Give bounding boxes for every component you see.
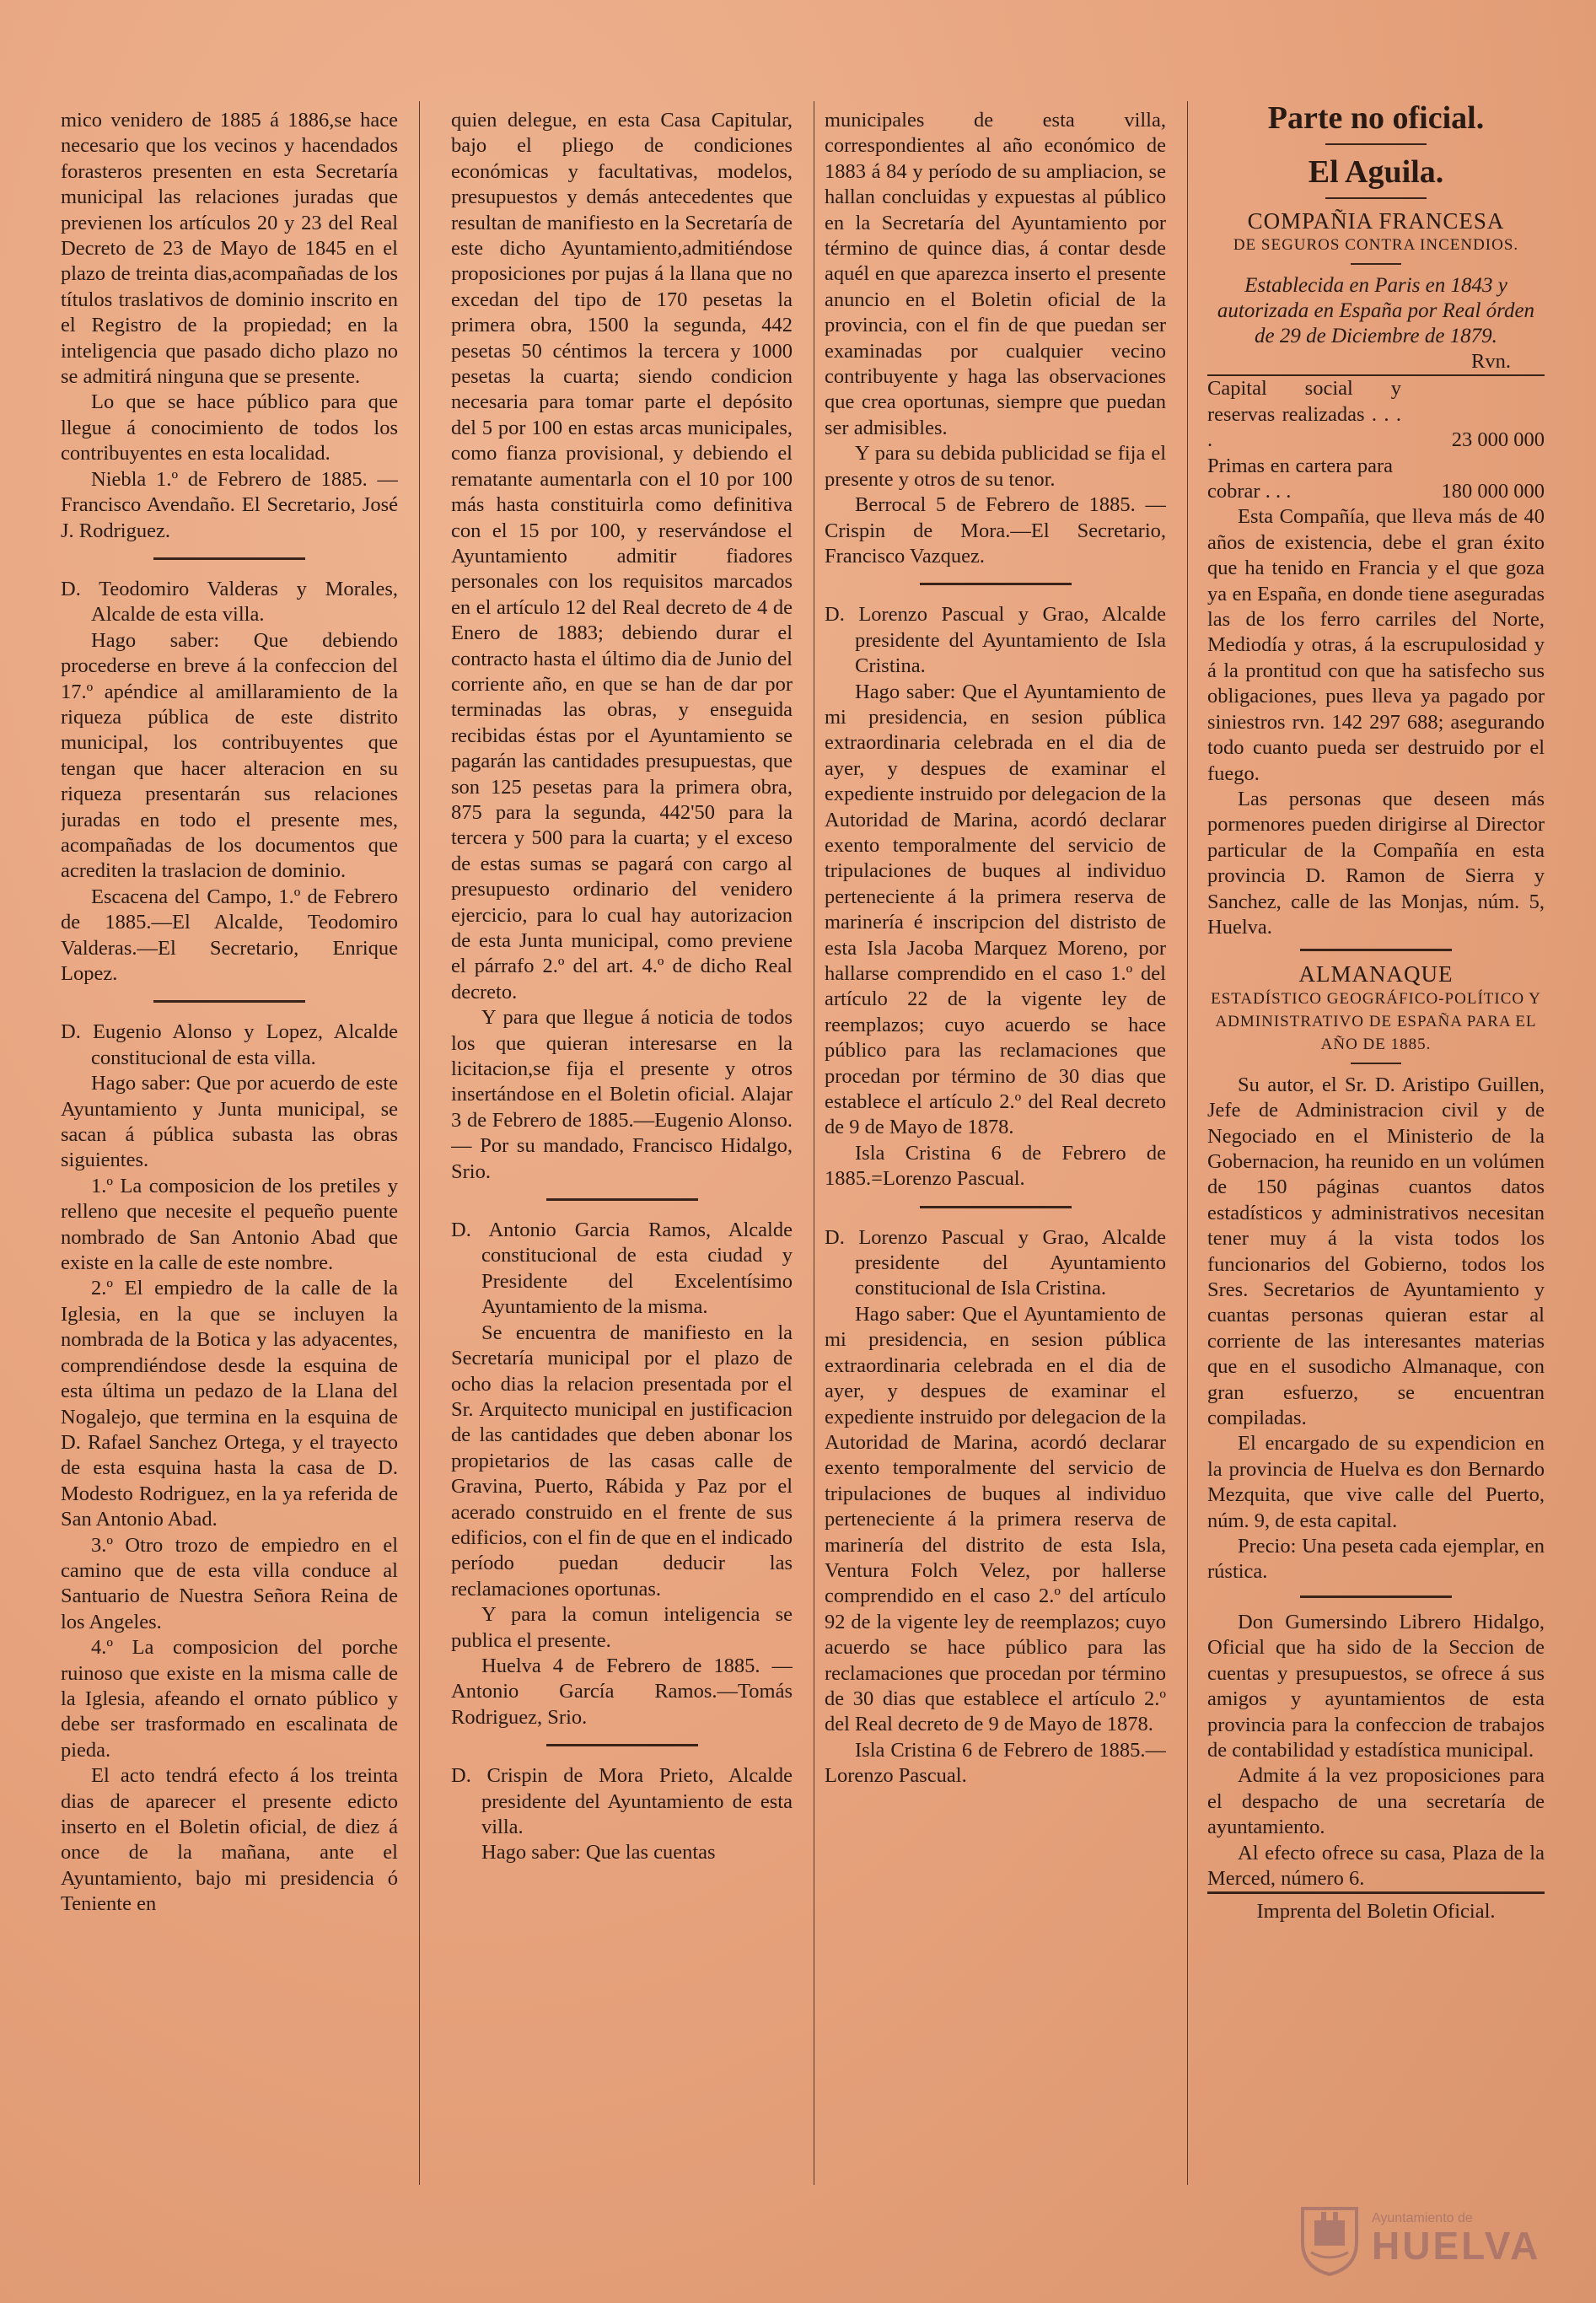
paragraph: 3.º Otro trozo de empiedro en el camino que de esta villa conduce al Santuario de Nuestra Señora Reina de los Angeles. [61, 1533, 398, 1633]
paragraph: mico venidero de 1885 á 1886,se hace necesario que los vecinos y hacendados forasteros presenten en esta Secretaría municipal las relaciones juradas que previenen los artículos 20 y 23 del Real Decreto de 23 de Mayo de 1845 en el plazo de treinta dias,acompañadas de los títulos traslativos de dominio inscrito en el Registro de la propiedad; en la inteligencia que pasado dicho plazo no se admitirá ninguna que se presente. [61, 109, 398, 389]
column-divider [419, 101, 420, 2185]
paragraph: Isla Cristina 6 de Febrero de 1885.=Lorenzo Pascual. [825, 1141, 1166, 1191]
paragraph: Escacena del Campo, 1.º de Febrero de 1885.—El Alcalde, Teodomiro Valderas.—El Secretario, Enrique Lopez. [61, 885, 398, 985]
primas-label: Primas en cartera para cobrar . . . [1207, 454, 1393, 503]
title-divider [1351, 263, 1401, 265]
almanac-title: ALMANAQUE [1298, 961, 1454, 987]
paragraph: Hago saber: Que las cuentas [481, 1841, 716, 1864]
advertisement-title: El Aguila. [1308, 154, 1444, 190]
paragraph: Y para la comun inteligencia se publica el presente. [451, 1603, 793, 1652]
watermark-line-2: HUELVA [1372, 2223, 1541, 2268]
section-divider [546, 1744, 698, 1746]
paragraph: Precio: Una peseta cada ejemplar, en rústica. [1207, 1535, 1545, 1584]
paragraph: Al efecto ofrece su casa, Plaza de la Merced, número 6. [1207, 1841, 1545, 1890]
title-divider [1325, 197, 1427, 199]
column-3 [825, 108, 1166, 2252]
paragraph: Admite á la vez proposiciones para el despacho de una secretaría de ayuntamiento. [1207, 1764, 1545, 1839]
paragraph: Se encuentra de manifiesto en la Secretaría municipal por el plazo de ocho dias la relacion presentada por el Sr. Arquitecto municipal en justificacion de las cantidades que deben abonar los propietarios de las casas calle de Gravina, Puerto, Rábida y Paz por el acerado construido en el frente de sus edificios, con el fin de que en el indicado período puedan deducir las reclamaciones oportunas. [451, 1321, 793, 1601]
capital-value: 23 000 000 [1451, 428, 1545, 452]
paragraph: 1.º La composicion de los pretiles y relleno que necesite el pequeño puente nombrado de San Antonio Abad que existe en la calle de este nombre. [61, 1174, 398, 1275]
section-divider [153, 557, 305, 560]
paragraph: Lo que se hace público para que llegue á conocimiento de todos los contribuyentes en esta localidad. [61, 390, 398, 465]
paragraph: Niebla 1.º de Febrero de 1885. —Francisco Avendaño. El Secretario, José J. Rodriguez. [61, 467, 398, 542]
primas-value: 180 000 000 [1441, 480, 1545, 503]
column-divider [1187, 101, 1188, 2185]
paragraph: El acto tendrá efecto á los treinta dias de aparecer el presente edicto inserto en el Boletin oficial, de diez á once de la mañana, ante el Ayuntamiento, bajo mi presidencia ó Teniente en [61, 1764, 398, 1916]
paragraph: Y para que llegue á noticia de todos los que quieran interesarse en la licitacion,se fija el presente y otros insertándose en el Boletin oficial. Alajar 3 de Febrero de 1885.—Eugenio Alonso.— Por su mandado, Francisco Hidalgo, Srio. [451, 1006, 793, 1183]
capital-row [1207, 376, 1545, 453]
column-1 [61, 108, 398, 2252]
section-divider [546, 1198, 698, 1201]
title-divider [1325, 143, 1427, 145]
notice-heading: D. Crispin de Mora Prieto, Alcalde presidente del Ayuntamiento de esta villa. [451, 1764, 793, 1838]
paragraph: Berrocal 5 de Febrero de 1885. —Crispin de Mora.—El Secretario, Francisco Vazquez. [825, 493, 1166, 568]
company-establishment: Establecida en Paris en 1843 y autorizada en España por Real órden de 29 de Diciembre de 1879. [1217, 274, 1535, 347]
coat-of-arms-icon [1296, 2200, 1363, 2276]
paragraph: quien delegue, en esta Casa Capitular, bajo el pliego de condiciones económicas y facultativas, modelos, presupuestos y demás antecedentes que resultan de manifiesto en la Secretaría de este dicho Ayuntamiento,admitiéndose proposiciones por pujas á la llana que no excedan del tipo de 170 pesetas la primera obra, 1500 la segunda, 442 pesetas 50 céntimos la tercera y 1000 pesetas la cuarta; siendo condicion necesaria para tomar parte el depósito del 5 por 100 en estas arcas municipales, como fianza provisional, y debiendo el rematante aumentarla con el 10 por 100 más hasta constituirla como definitiva con el 15 por 100, y reservándose el Ayuntamiento admitir fiadores personales con los requisitos marcados en el artículo 12 del Real decreto de 4 de Enero de 1883; debiendo durar el contracto hasta el último dia de Junio del corriente año, en que se han de dar por terminadas las obras, y enseguida recibidas éstas por el Ayuntamiento se pagarán las cantidades presupuestas, que son 125 pesetas para la primera obra, 875 para la segunda, 442'50 para la tercera y 500 para la cuarta; y el exceso de estas sumas se pagará con cargo al presupuesto ordinario del venidero ejercicio, para lo cual hay autorizacion de esta Junta municipal, como previene el párrafo 2.º del art. 4.º de dicho Real decreto. [451, 109, 793, 1004]
paragraph: Don Gumersindo Librero Hidalgo, Oficial que ha sido de la Seccion de cuentas y presupuestos, se ofrece á sus amigos y ayuntamientos de esta provincia para la confeccion de trabajos de contabilidad y estadística municipal. [1207, 1610, 1545, 1762]
column-4 [1207, 100, 1545, 2252]
notice-heading: D. Antonio Garcia Ramos, Alcalde constitucional de esta ciudad y Presidente del Excelentísimo Ayuntamiento de la misma. [451, 1219, 793, 1319]
currency-label: Rvn. [1207, 349, 1545, 376]
paragraph: Hago saber: Que el Ayuntamiento de mi presidencia, en sesion pública extraordinaria celebrada en el dia de ayer, y despues de examinar el expediente instruido por delegacion de la Autoridad de Marina, acordó declarar exento temporalmente del servicio de tripulaciones de buques al individuo perteneciente á la primera reserva de marinería é inscripcion del distristo de esta Isla Jacoba Marquez Moreno, por hallarse comprendido en el caso 1.º del artículo 22 de la vigente ley de reemplazos; cuyo acuerdo se hace público para las reclamaciones que procedan por término de 30 dias que establece el artículo 2.º del Real decreto de 9 de Mayo de 1878. [825, 680, 1166, 1139]
watermark-line-1: Ayuntamiento de [1372, 2210, 1473, 2225]
almanac-subtitle: ESTADÍSTICO GEOGRÁFICO-POLÍTICO Y ADMINISTRATIVO DE ESPAÑA PARA EL AÑO DE 1885. [1211, 989, 1541, 1053]
capital-label: Capital social y reservas realizadas . . . . [1207, 377, 1401, 452]
primas-row [1207, 454, 1545, 505]
section-divider [1300, 949, 1452, 951]
section-divider [920, 1206, 1072, 1208]
paragraph: El encargado de su expendicion en la provincia de Huelva es don Bernardo Mezquita, que vive calle del Puerto, núm. 9, de esta capital. [1207, 1432, 1545, 1532]
paragraph: Huelva 4 de Febrero de 1885. —Antonio García Ramos.—Tomás Rodriguez, Srio. [451, 1654, 793, 1729]
paragraph: 4.º La composicion del porche ruinoso que existe en la misma calle de la Iglesia, afeando el ornato público y debe ser trasformado en escalinata de pieda. [61, 1636, 398, 1762]
paragraph: Y para su debida publicidad se fija el presente y otros de su tenor. [825, 442, 1166, 491]
section-divider [920, 583, 1072, 585]
paragraph: Hago saber: Que por acuerdo de este Ayuntamiento y Junta municipal, se sacan á pública subasta las obras siguientes. [61, 1072, 398, 1172]
printer-credit: Imprenta del Boletin Oficial. [1207, 1891, 1545, 1924]
paragraph: Las personas que deseen más pormenores pueden dirigirse al Director particular de la Compañía en esta provincia D. Ramon de Sierra y Sanchez, calle de las Monjas, núm. 5, Huelva. [1207, 787, 1545, 939]
paragraph: Isla Cristina 6 de Febrero de 1885.—Lorenzo Pascual. [825, 1738, 1166, 1788]
paragraph: Hago saber: Que el Ayuntamiento de mi presidencia, en sesion pública extraordinaria celebrada en el dia de ayer, y despues de examinar el expediente instruido por delegacion de la Autoridad de Marina, acordó declarar exento temporalmente del servicio de tripulaciones de buques al individuo perteneciente á la primera reserva de marinería del distrito de esta Isla, Ventura Folch Velez, por hallerse comprendido en el caso 2.º del artículo 92 de la vigente ley de reemplazos; cuyo acuerdo se hace público para las reclamaciones que procedan por término de 30 dias que establece el artículo 2.º del Real decreto de 9 de Mayo de 1878. [825, 1302, 1166, 1736]
notice-heading: D. Teodomiro Valderas y Morales, Alcalde de esta villa. [61, 577, 398, 627]
company-subtitle: DE SEGUROS CONTRA INCENDIOS. [1233, 236, 1519, 254]
title-divider [1351, 1063, 1401, 1064]
section-divider [1300, 1595, 1452, 1598]
paragraph: municipales de esta villa, correspondientes al año económico de 1883 á 84 y período de su ampliacion, se hallan concluidas y expuestas al público en la Secretaría del Ayuntamiento por término de quince dias, á contar desde aquél en que aparezca inserto el presente anuncio en el Boletin oficial de la provincia, con el fin de que puedan ser examinadas por cualquier vecino contribuyente y haga las observaciones que crea oportunas, siempre que puedan ser admisibles. [825, 109, 1166, 439]
notice-heading: D. Eugenio Alonso y Lopez, Alcalde constitucional de esta villa. [61, 1020, 398, 1069]
paragraph: Esta Compañía, que lleva más de 40 años de existencia, debe el gran éxito que ha tenido en Francia y el que goza ya en España, en donde tiene aseguradas las de los ferro carriles del Norte, Mediodía y otras, á la escrupulosidad y á la prontitud con que ha satisfecho sus obligaciones, pues lleva ya pagado por siniestros rvn. 142 297 688; asegurando todo cuanto pueda ser destruido por el fuego. [1207, 505, 1545, 785]
company-name: COMPAÑIA FRANCESA [1247, 208, 1505, 234]
section-title: Parte no oficial. [1267, 100, 1485, 136]
paragraph: Su autor, el Sr. D. Aristipo Guillen, Jefe de Administracion civil y de Negociado en el Ministerio de la Gobernacion, ha reunido en un volúmen de 150 páginas cuantos datos estadísticos y administrativos necesitan tener muy á la vista todos los funcionarios del Gobierno, todos los Sres. Secretarios de Ayuntamiento y cuantas personas quieran estar al corriente de las interesantes materias que en el susodicho Almanaque, con gran esfuerzo, se encuentran compiladas. [1207, 1073, 1545, 1430]
paragraph: 2.º El empiedro de la calle de la Iglesia, en la que se incluyen la nombrada de la Botica y las adyacentes, comprendiéndose desde la esquina de esta última un pedazo de la Llana del Nogalejo, que termina en la esquina de D. Rafael Sanchez Ortega, y el trayecto de esta esquina hasta la casa de D. Modesto Rodriguez, en la ya referida de San Antonio Abad. [61, 1277, 398, 1531]
section-divider [153, 1000, 305, 1003]
notice-heading: D. Lorenzo Pascual y Grao, Alcalde presidente del Ayuntamiento de Isla Cristina. [825, 603, 1166, 678]
paragraph: Hago saber: Que debiendo procederse en breve á la confeccion del 17.º apéndice al amillaramiento de la riqueza pública de este distrito municipal, los contribuyentes que tengan que hacer alteracion en su riqueza presentarán sus relaciones juradas en todo el presente mes, acompañadas de los documentos que acrediten la traslacion de dominio. [61, 628, 398, 883]
column-2 [451, 108, 793, 2252]
notice-heading: D. Lorenzo Pascual y Grao, Alcalde presidente del Ayuntamiento constitucional de Isla Cristina. [825, 1225, 1166, 1300]
watermark-logo [1296, 2198, 1549, 2278]
